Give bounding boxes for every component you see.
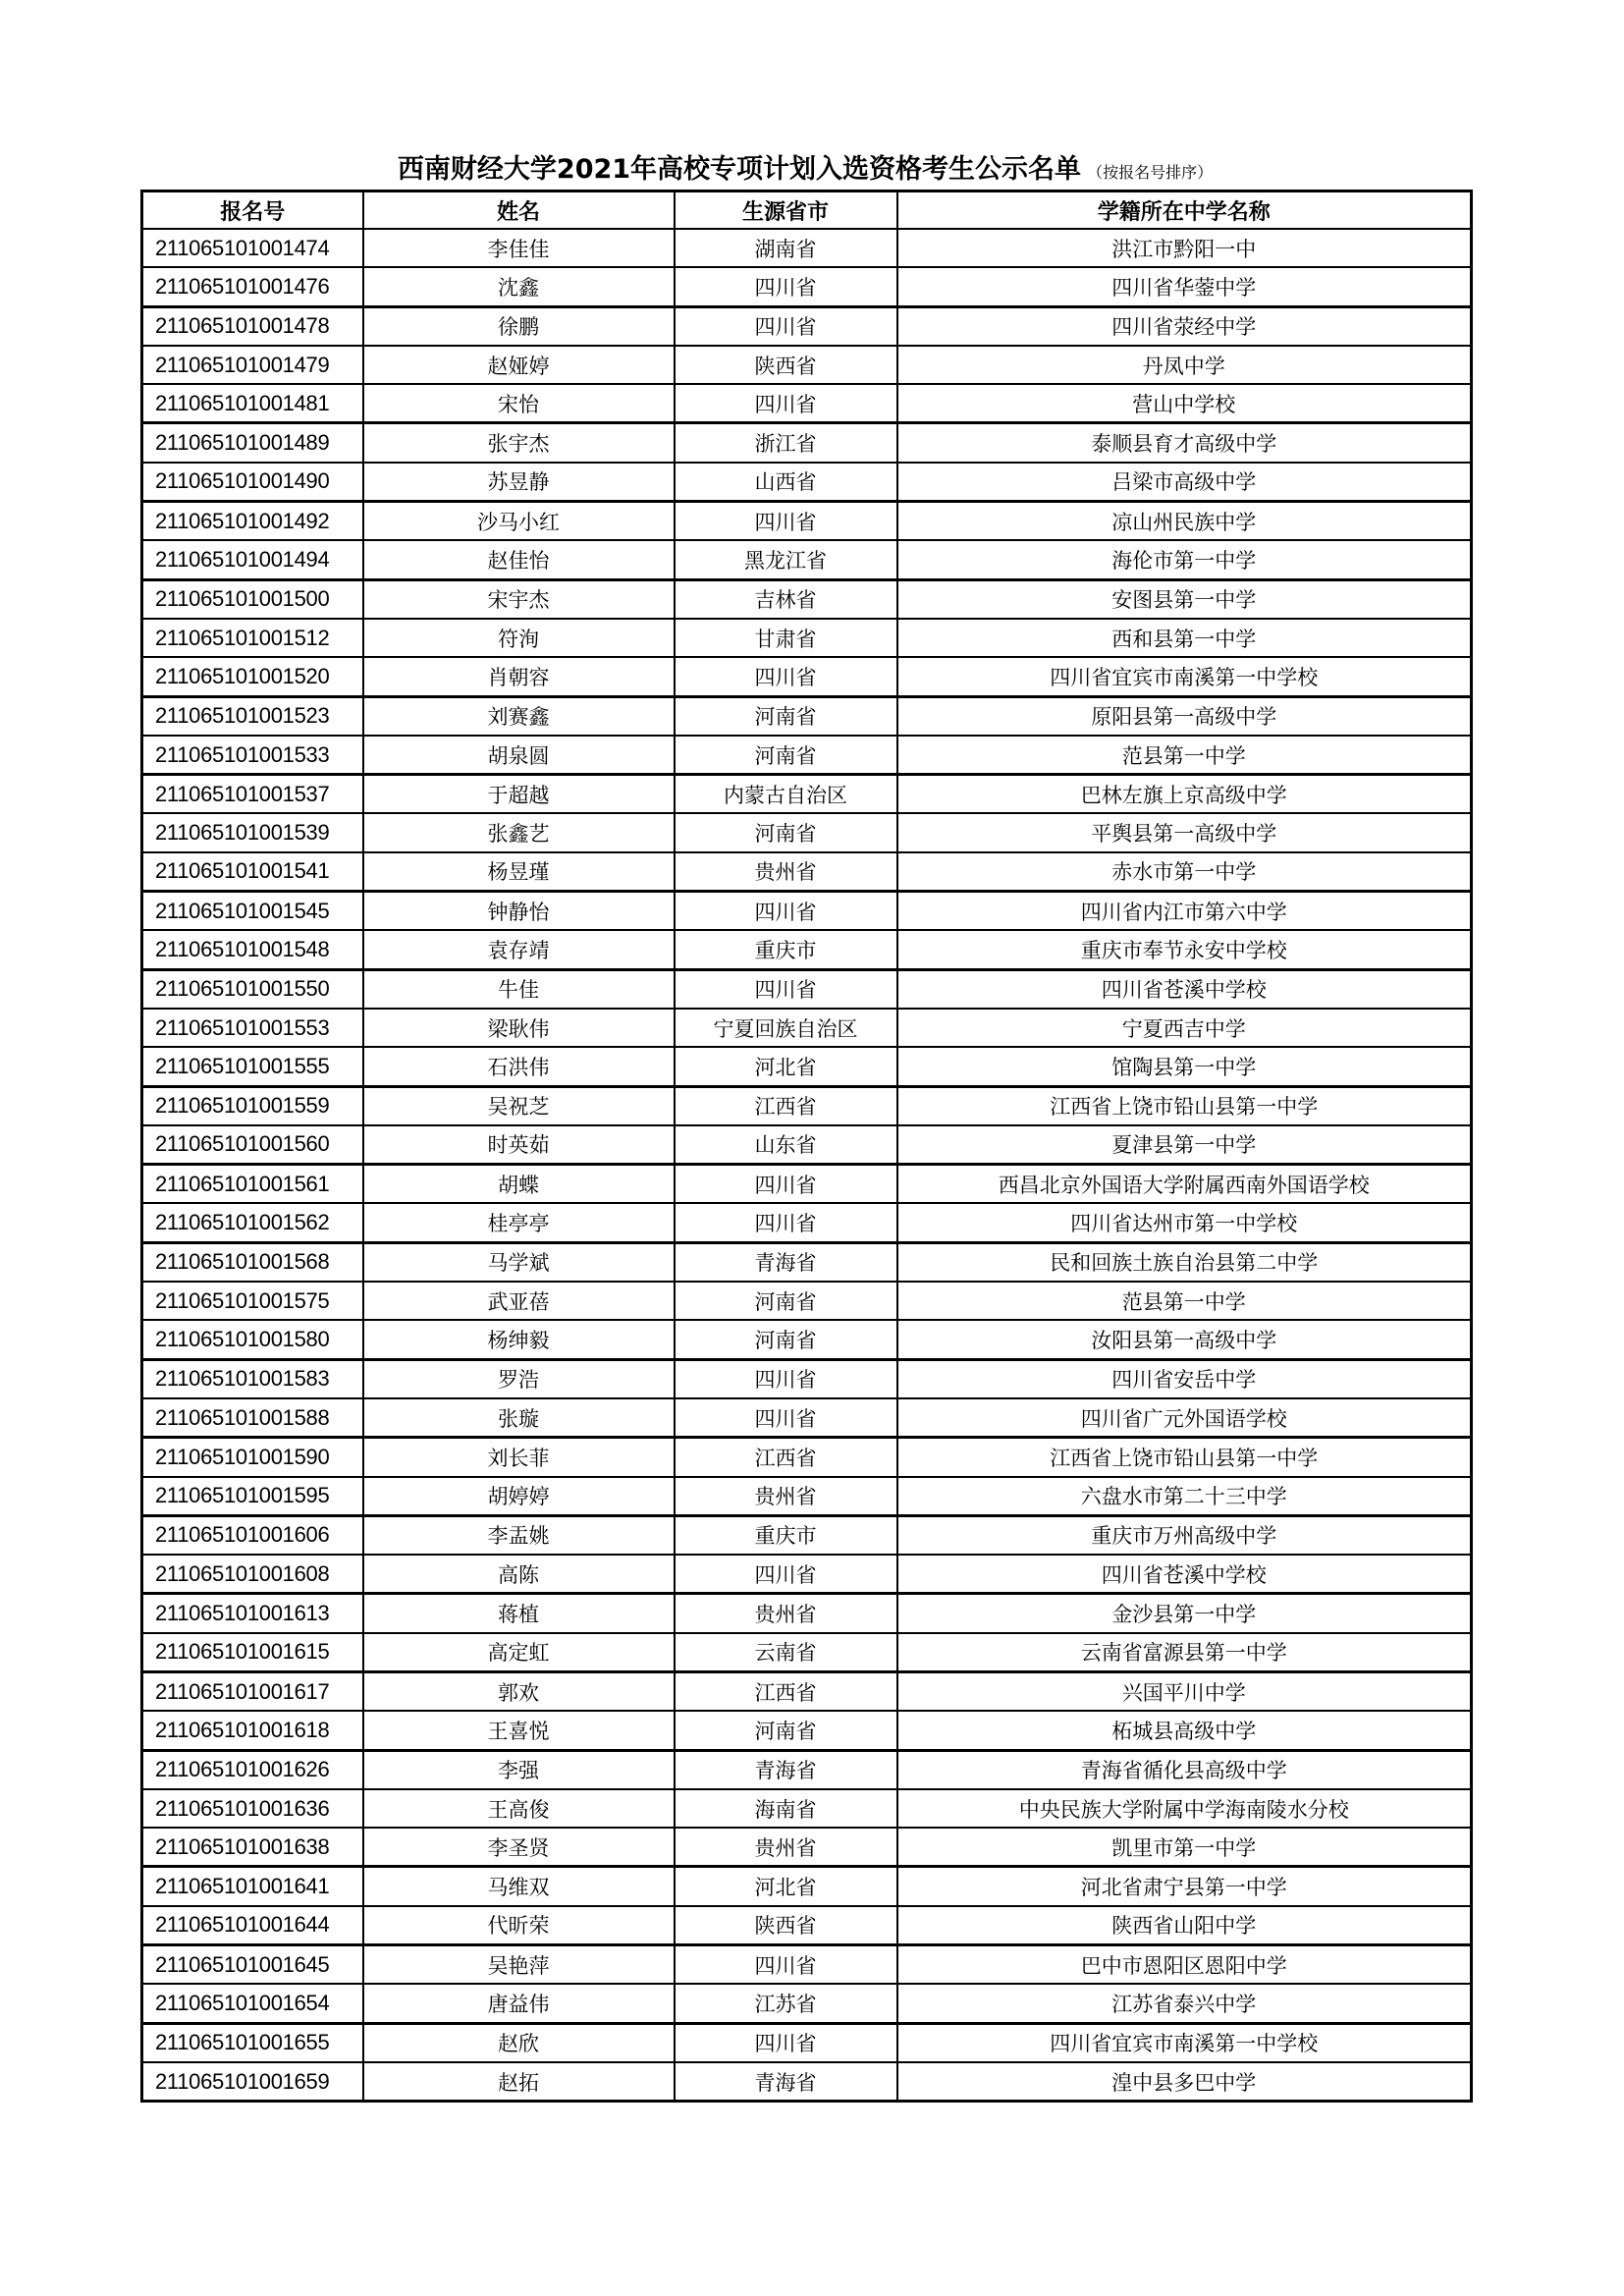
cell-province: 黑龙江省 [675,540,897,579]
cell-name: 唐益伟 [363,1984,675,2023]
cell-name: 肖朝容 [363,657,675,696]
cell-name: 吴艳萍 [363,1945,675,1985]
cell-registration-number: 211065101001655 [142,2023,363,2062]
header-province: 生源省市 [675,191,897,230]
cell-registration-number: 211065101001654 [142,1984,363,2023]
cell-province: 重庆市 [675,930,897,969]
cell-school: 四川省荥经中学 [897,306,1472,346]
cell-name: 王高俊 [363,1789,675,1828]
table-row [142,384,1472,423]
header-name: 姓名 [363,191,675,230]
table-row [142,1711,1472,1750]
cell-school: 范县第一中学 [897,736,1472,775]
cell-school: 丹凤中学 [897,346,1472,384]
cell-registration-number: 211065101001492 [142,502,363,541]
cell-province: 青海省 [675,1750,897,1789]
cell-name: 杨绅毅 [363,1320,675,1359]
table-row [142,1047,1472,1086]
cell-province: 贵州省 [675,1594,897,1633]
cell-registration-number: 211065101001583 [142,1359,363,1398]
table-row [142,775,1472,814]
table-row [142,1671,1472,1711]
table-row [142,1438,1472,1477]
cell-registration-number: 211065101001617 [142,1671,363,1711]
cell-school: 江西省上饶市铅山县第一中学 [897,1438,1472,1477]
cell-name: 桂亭亭 [363,1203,675,1242]
cell-province: 河北省 [675,1867,897,1906]
cell-name: 牛佳 [363,969,675,1009]
table-header-row [142,191,1472,230]
cell-registration-number: 211065101001539 [142,813,363,851]
cell-province: 四川省 [675,1555,897,1594]
cell-name: 于超越 [363,775,675,814]
table-row [142,1789,1472,1828]
cell-province: 河南省 [675,1282,897,1320]
cell-province: 四川省 [675,306,897,346]
cell-province: 贵州省 [675,852,897,892]
table-row [142,1906,1472,1945]
table-row [142,540,1472,579]
table-row [142,1515,1472,1555]
table-row [142,1398,1472,1438]
cell-school: 西和县第一中学 [897,619,1472,657]
cell-name: 李圣贤 [363,1828,675,1867]
cell-registration-number: 211065101001541 [142,852,363,892]
cell-province: 江苏省 [675,1984,897,2023]
cell-province: 浙江省 [675,423,897,463]
cell-province: 四川省 [675,1398,897,1438]
table-row [142,1320,1472,1359]
cell-province: 江西省 [675,1671,897,1711]
table-row [142,1282,1472,1320]
cell-province: 四川省 [675,267,897,306]
table-row [142,1009,1472,1047]
cell-school: 六盘水市第二十三中学 [897,1477,1472,1516]
cell-registration-number: 211065101001489 [142,423,363,463]
cell-registration-number: 211065101001494 [142,540,363,579]
table-row [142,736,1472,775]
cell-registration-number: 211065101001636 [142,1789,363,1828]
cell-name: 高定虹 [363,1633,675,1672]
table-row [142,1359,1472,1398]
table-row [142,1477,1472,1516]
cell-name: 赵欣 [363,2023,675,2062]
cell-province: 吉林省 [675,579,897,619]
candidate-table [140,190,1473,2103]
cell-registration-number: 211065101001588 [142,1398,363,1438]
cell-school: 范县第一中学 [897,1282,1472,1320]
cell-province: 四川省 [675,892,897,931]
table-row [142,892,1472,931]
cell-province: 云南省 [675,1633,897,1672]
cell-school: 馆陶县第一中学 [897,1047,1472,1086]
table-row [142,1984,1472,2023]
cell-registration-number: 211065101001533 [142,736,363,775]
cell-school: 巴中市恩阳区恩阳中学 [897,1945,1472,1985]
cell-school: 重庆市奉节永安中学校 [897,930,1472,969]
cell-name: 武亚蓓 [363,1282,675,1320]
table-row [142,1594,1472,1633]
table-row [142,1867,1472,1906]
table-row [142,930,1472,969]
cell-name: 宋怡 [363,384,675,423]
cell-school: 西昌北京外国语大学附属西南外国语学校 [897,1165,1472,1204]
cell-registration-number: 211065101001553 [142,1009,363,1047]
table-row [142,229,1472,267]
table-row [142,1828,1472,1867]
table-row [142,1125,1472,1165]
cell-registration-number: 211065101001555 [142,1047,363,1086]
cell-province: 河南省 [675,813,897,851]
cell-school: 四川省广元外国语学校 [897,1398,1472,1438]
cell-registration-number: 211065101001595 [142,1477,363,1516]
cell-school: 四川省华蓥中学 [897,267,1472,306]
cell-name: 蒋植 [363,1594,675,1633]
table-row [142,463,1472,502]
cell-school: 中央民族大学附属中学海南陵水分校 [897,1789,1472,1828]
cell-registration-number: 211065101001559 [142,1086,363,1125]
cell-registration-number: 211065101001560 [142,1125,363,1165]
table-row [142,2062,1472,2102]
header-registration-number: 报名号 [142,191,363,230]
cell-school: 洪江市黔阳一中 [897,229,1472,267]
page-title [140,147,1470,187]
cell-name: 马学斌 [363,1242,675,1282]
cell-province: 内蒙古自治区 [675,775,897,814]
cell-registration-number: 211065101001548 [142,930,363,969]
cell-school: 江西省上饶市铅山县第一中学 [897,1086,1472,1125]
cell-name: 梁耿伟 [363,1009,675,1047]
cell-registration-number: 211065101001590 [142,1438,363,1477]
cell-registration-number: 211065101001645 [142,1945,363,1985]
cell-name: 李强 [363,1750,675,1789]
table-row [142,1633,1472,1672]
cell-name: 胡婷婷 [363,1477,675,1516]
cell-province: 四川省 [675,1165,897,1204]
cell-school: 重庆市万州高级中学 [897,1515,1472,1555]
cell-province: 甘肃省 [675,619,897,657]
cell-province: 四川省 [675,2023,897,2062]
cell-province: 四川省 [675,384,897,423]
cell-name: 袁存靖 [363,930,675,969]
table-row [142,2023,1472,2062]
cell-province: 四川省 [675,1203,897,1242]
cell-school: 平舆县第一高级中学 [897,813,1472,851]
cell-school: 民和回族土族自治县第二中学 [897,1242,1472,1282]
cell-name: 胡蝶 [363,1165,675,1204]
cell-province: 青海省 [675,2062,897,2102]
table-row [142,813,1472,851]
cell-registration-number: 211065101001478 [142,306,363,346]
cell-name: 赵娅婷 [363,346,675,384]
cell-province: 山西省 [675,463,897,502]
cell-school: 陕西省山阳中学 [897,1906,1472,1945]
cell-registration-number: 211065101001580 [142,1320,363,1359]
cell-registration-number: 211065101001575 [142,1282,363,1320]
table-row [142,423,1472,463]
cell-school: 兴国平川中学 [897,1671,1472,1711]
cell-school: 四川省宜宾市南溪第一中学校 [897,657,1472,696]
header-school: 学籍所在中学名称 [897,191,1472,230]
cell-province: 陕西省 [675,1906,897,1945]
cell-province: 陕西省 [675,346,897,384]
table-row [142,1203,1472,1242]
cell-school: 夏津县第一中学 [897,1125,1472,1165]
cell-province: 四川省 [675,502,897,541]
cell-registration-number: 211065101001606 [142,1515,363,1555]
cell-school: 四川省达州市第一中学校 [897,1203,1472,1242]
cell-school: 泰顺县育才高级中学 [897,423,1472,463]
cell-registration-number: 211065101001490 [142,463,363,502]
table-row [142,502,1472,541]
cell-province: 贵州省 [675,1828,897,1867]
table-row [142,1750,1472,1789]
cell-name: 时英茹 [363,1125,675,1165]
cell-registration-number: 211065101001537 [142,775,363,814]
cell-name: 张鑫艺 [363,813,675,851]
cell-school: 宁夏西吉中学 [897,1009,1472,1047]
cell-registration-number: 211065101001479 [142,346,363,384]
cell-name: 代昕荣 [363,1906,675,1945]
cell-registration-number: 211065101001615 [142,1633,363,1672]
cell-name: 郭欢 [363,1671,675,1711]
cell-province: 河北省 [675,1047,897,1086]
cell-name: 宋宇杰 [363,579,675,619]
table-row [142,852,1472,892]
table-row [142,1086,1472,1125]
cell-registration-number: 211065101001644 [142,1906,363,1945]
cell-name: 王喜悦 [363,1711,675,1750]
cell-registration-number: 211065101001568 [142,1242,363,1282]
cell-registration-number: 211065101001562 [142,1203,363,1242]
cell-school: 湟中县多巴中学 [897,2062,1472,2102]
cell-registration-number: 211065101001608 [142,1555,363,1594]
cell-province: 青海省 [675,1242,897,1282]
cell-registration-number: 211065101001500 [142,579,363,619]
table-row [142,696,1472,736]
cell-name: 刘长菲 [363,1438,675,1477]
cell-province: 四川省 [675,969,897,1009]
cell-registration-number: 211065101001520 [142,657,363,696]
cell-school: 汝阳县第一高级中学 [897,1320,1472,1359]
cell-school: 赤水市第一中学 [897,852,1472,892]
cell-registration-number: 211065101001476 [142,267,363,306]
cell-registration-number: 211065101001474 [142,229,363,267]
table-row [142,619,1472,657]
cell-name: 吴祝芝 [363,1086,675,1125]
cell-province: 江西省 [675,1086,897,1125]
cell-school: 海伦市第一中学 [897,540,1472,579]
cell-name: 沈鑫 [363,267,675,306]
cell-registration-number: 211065101001626 [142,1750,363,1789]
table-row [142,657,1472,696]
cell-province: 四川省 [675,657,897,696]
table-row [142,346,1472,384]
cell-school: 凉山州民族中学 [897,502,1472,541]
cell-province: 河南省 [675,696,897,736]
cell-school: 云南省富源县第一中学 [897,1633,1472,1672]
cell-province: 海南省 [675,1789,897,1828]
title-main: 西南财经大学2021年高校专项计划入选资格考生公示名单 [397,154,1082,185]
cell-registration-number: 211065101001550 [142,969,363,1009]
cell-name: 胡泉圆 [363,736,675,775]
cell-registration-number: 211065101001561 [142,1165,363,1204]
cell-registration-number: 211065101001638 [142,1828,363,1867]
cell-name: 李佳佳 [363,229,675,267]
table-row [142,969,1472,1009]
cell-school: 江苏省泰兴中学 [897,1984,1472,2023]
cell-school: 四川省苍溪中学校 [897,969,1472,1009]
cell-school: 柘城县高级中学 [897,1711,1472,1750]
cell-school: 四川省宜宾市南溪第一中学校 [897,2023,1472,2062]
cell-name: 赵佳怡 [363,540,675,579]
cell-province: 山东省 [675,1125,897,1165]
cell-name: 张璇 [363,1398,675,1438]
table-row [142,1165,1472,1204]
cell-name: 沙马小红 [363,502,675,541]
cell-school: 原阳县第一高级中学 [897,696,1472,736]
table-body [142,229,1472,2102]
table-row [142,579,1472,619]
cell-school: 金沙县第一中学 [897,1594,1472,1633]
cell-province: 湖南省 [675,229,897,267]
cell-name: 钟静怡 [363,892,675,931]
cell-name: 徐鹏 [363,306,675,346]
cell-name: 苏昱静 [363,463,675,502]
cell-name: 马维双 [363,1867,675,1906]
cell-name: 高陈 [363,1555,675,1594]
cell-name: 符洵 [363,619,675,657]
title-sort-note: （按报名号排序） [1087,163,1214,182]
cell-name: 罗浩 [363,1359,675,1398]
cell-school: 青海省循化县高级中学 [897,1750,1472,1789]
cell-school: 凯里市第一中学 [897,1828,1472,1867]
cell-name: 张宇杰 [363,423,675,463]
cell-school: 四川省内江市第六中学 [897,892,1472,931]
cell-school: 四川省安岳中学 [897,1359,1472,1398]
cell-province: 贵州省 [675,1477,897,1516]
cell-registration-number: 211065101001618 [142,1711,363,1750]
cell-school: 安图县第一中学 [897,579,1472,619]
cell-school: 河北省肃宁县第一中学 [897,1867,1472,1906]
table-row [142,267,1472,306]
cell-province: 四川省 [675,1945,897,1985]
cell-registration-number: 211065101001523 [142,696,363,736]
cell-registration-number: 211065101001512 [142,619,363,657]
cell-registration-number: 211065101001613 [142,1594,363,1633]
cell-school: 营山中学校 [897,384,1472,423]
cell-province: 宁夏回族自治区 [675,1009,897,1047]
cell-school: 巴林左旗上京高级中学 [897,775,1472,814]
cell-province: 四川省 [675,1359,897,1398]
table-row [142,1945,1472,1985]
cell-school: 四川省苍溪中学校 [897,1555,1472,1594]
cell-registration-number: 211065101001641 [142,1867,363,1906]
cell-province: 河南省 [675,736,897,775]
cell-province: 河南省 [675,1711,897,1750]
table-row [142,1242,1472,1282]
cell-province: 河南省 [675,1320,897,1359]
cell-registration-number: 211065101001481 [142,384,363,423]
cell-province: 重庆市 [675,1515,897,1555]
cell-registration-number: 211065101001545 [142,892,363,931]
cell-province: 江西省 [675,1438,897,1477]
cell-name: 赵拓 [363,2062,675,2102]
cell-name: 石洪伟 [363,1047,675,1086]
table-row [142,306,1472,346]
cell-registration-number: 211065101001659 [142,2062,363,2102]
cell-name: 李盂姚 [363,1515,675,1555]
cell-name: 杨昱瑾 [363,852,675,892]
cell-school: 吕梁市高级中学 [897,463,1472,502]
cell-name: 刘赛鑫 [363,696,675,736]
table-row [142,1555,1472,1594]
